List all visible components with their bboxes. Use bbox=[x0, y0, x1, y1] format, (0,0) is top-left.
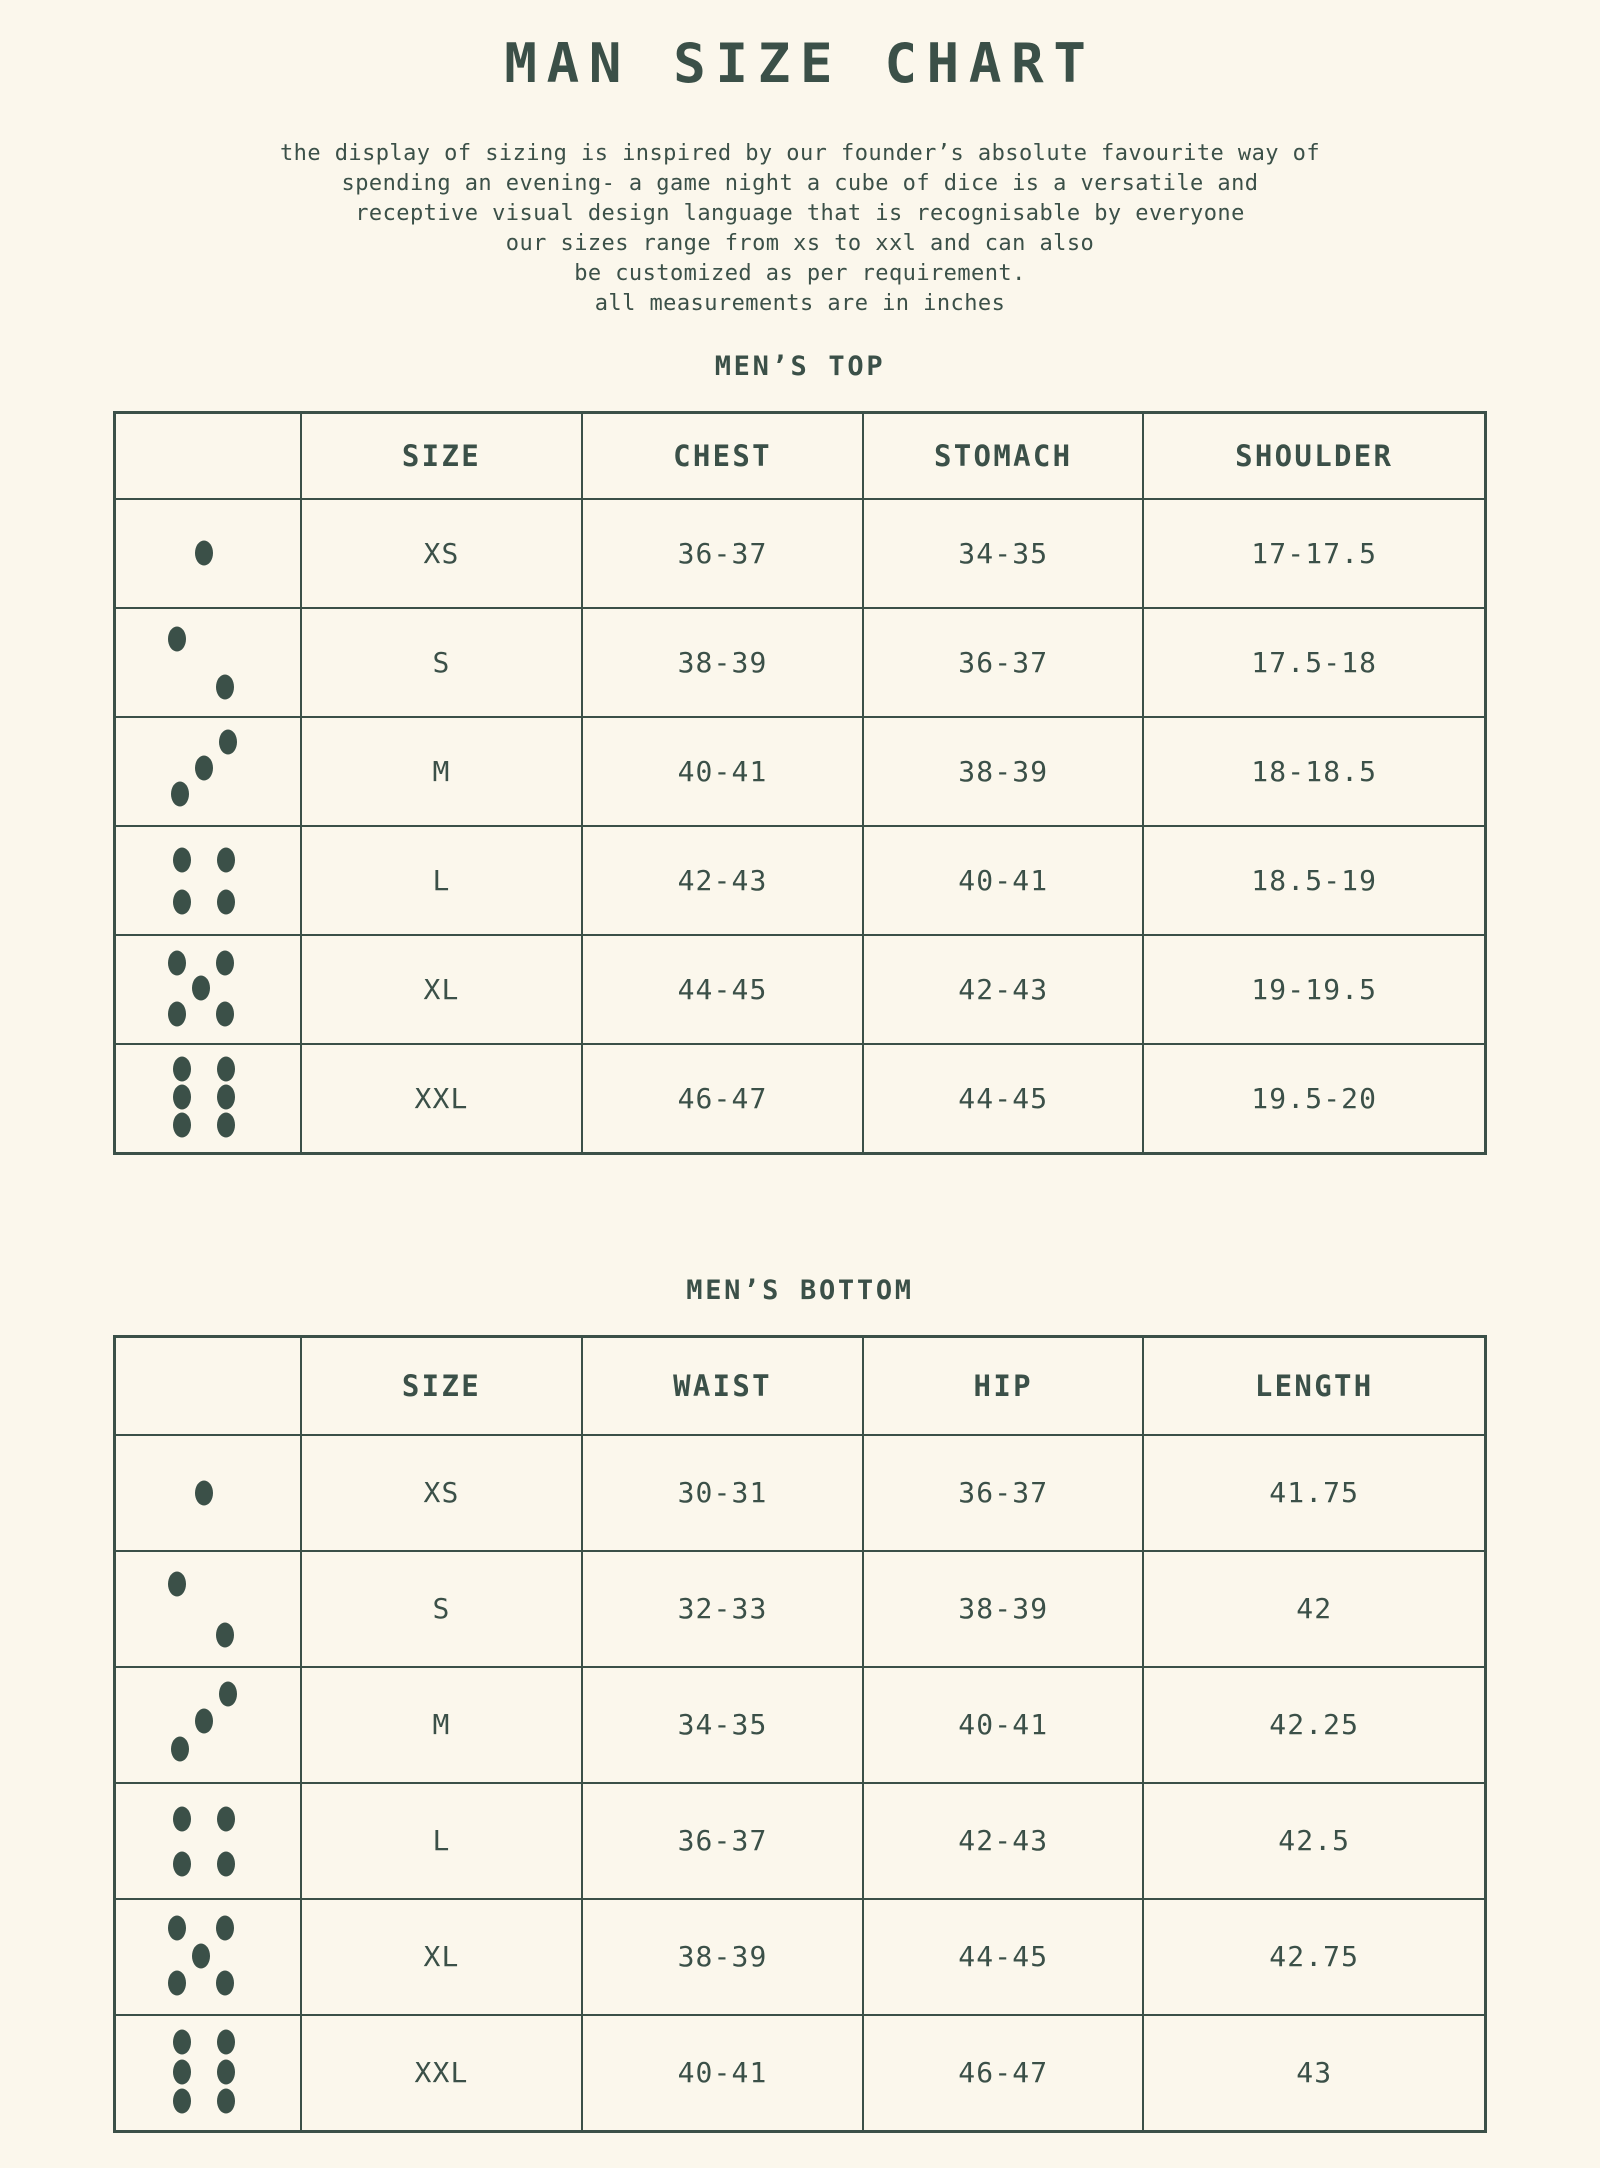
intro-line: receptive visual design language that is recognisable by everyone bbox=[355, 200, 1245, 226]
dice-dot bbox=[216, 1971, 234, 1996]
dice-cell bbox=[115, 1044, 301, 1154]
length-cell: 42 bbox=[1143, 1551, 1485, 1667]
dice-column-header bbox=[115, 412, 301, 499]
column-header: CHEST bbox=[582, 412, 863, 499]
dice-dot bbox=[216, 1001, 234, 1026]
table-row bbox=[115, 1783, 1486, 1899]
dice-dot bbox=[192, 1943, 210, 1968]
dice-dot bbox=[217, 1851, 235, 1876]
dice-cell bbox=[115, 1551, 301, 1667]
intro-line: the display of sizing is inspired by our founder’s absolute favourite way of bbox=[279, 140, 1321, 166]
table-row bbox=[115, 826, 1486, 935]
dice-dot bbox=[173, 1057, 191, 1082]
dice-face-1-icon bbox=[116, 500, 300, 607]
size-cell: L bbox=[301, 826, 582, 935]
table-row bbox=[115, 1044, 1486, 1154]
waist-cell: 36-37 bbox=[582, 1783, 863, 1899]
dice-dot bbox=[168, 1571, 186, 1596]
hip-cell: 36-37 bbox=[863, 1435, 1143, 1551]
dice-cell bbox=[115, 499, 301, 608]
mens-top-header bbox=[115, 412, 1486, 499]
size-cell: XL bbox=[301, 935, 582, 1044]
dice-column-header bbox=[115, 1336, 301, 1435]
size-cell: M bbox=[301, 1667, 582, 1783]
chest-cell: 42-43 bbox=[582, 826, 863, 935]
stomach-cell: 44-45 bbox=[863, 1044, 1143, 1154]
table-row bbox=[115, 1551, 1486, 1667]
dice-dot bbox=[217, 889, 235, 914]
intro-line: all measurements are in inches bbox=[594, 290, 1006, 316]
section-title-mens-top: MEN’S TOP bbox=[714, 350, 886, 382]
column-header: SIZE bbox=[301, 412, 582, 499]
dice-dot bbox=[217, 1113, 235, 1138]
dice-dot bbox=[195, 541, 213, 566]
hip-cell: 38-39 bbox=[863, 1551, 1143, 1667]
dice-face-4-icon bbox=[116, 827, 300, 934]
page-title: MAN SIZE CHART bbox=[504, 32, 1096, 95]
table-row bbox=[115, 1899, 1486, 2015]
size-cell: XXL bbox=[301, 1044, 582, 1154]
header-row bbox=[115, 1336, 1486, 1435]
dice-dot bbox=[217, 1085, 235, 1110]
dice-dot bbox=[168, 950, 186, 975]
hip-cell: 42-43 bbox=[863, 1783, 1143, 1899]
dice-dot bbox=[173, 1807, 191, 1832]
dice-dot bbox=[219, 1682, 237, 1707]
shoulder-cell: 17.5-18 bbox=[1143, 608, 1485, 717]
length-cell: 42.5 bbox=[1143, 1783, 1485, 1899]
dice-dot bbox=[219, 730, 237, 755]
column-header: STOMACH bbox=[863, 412, 1143, 499]
length-cell: 42.75 bbox=[1143, 1899, 1485, 2015]
dice-cell bbox=[115, 2015, 301, 2132]
dice-dot bbox=[168, 1001, 186, 1026]
waist-cell: 30-31 bbox=[582, 1435, 863, 1551]
intro-line: be customized as per requirement. bbox=[574, 260, 1026, 286]
dice-dot bbox=[216, 674, 234, 699]
waist-cell: 32-33 bbox=[582, 1551, 863, 1667]
size-cell: XS bbox=[301, 499, 582, 608]
shoulder-cell: 19.5-20 bbox=[1143, 1044, 1485, 1154]
table-row bbox=[115, 2015, 1486, 2132]
dice-face-5-icon bbox=[116, 1900, 300, 2014]
dice-face-4-icon bbox=[116, 1784, 300, 1898]
table-row bbox=[115, 935, 1486, 1044]
dice-face-2-icon bbox=[116, 1552, 300, 1666]
dice-dot bbox=[216, 1916, 234, 1941]
dice-face-1-icon bbox=[116, 1436, 300, 1550]
dice-dot bbox=[216, 1623, 234, 1648]
dice-dot bbox=[171, 1736, 189, 1761]
size-cell: XL bbox=[301, 1899, 582, 2015]
hip-cell: 46-47 bbox=[863, 2015, 1143, 2132]
dice-dot bbox=[168, 1971, 186, 1996]
waist-cell: 38-39 bbox=[582, 1899, 863, 2015]
chest-cell: 44-45 bbox=[582, 935, 863, 1044]
chest-cell: 36-37 bbox=[582, 499, 863, 608]
intro-line: our sizes range from xs to xxl and can also bbox=[505, 230, 1095, 256]
dice-dot bbox=[217, 847, 235, 872]
dice-face-3-icon bbox=[116, 718, 300, 825]
mens-top-table bbox=[113, 411, 1487, 1155]
stomach-cell: 42-43 bbox=[863, 935, 1143, 1044]
dice-cell bbox=[115, 717, 301, 826]
size-cell: XS bbox=[301, 1435, 582, 1551]
size-cell: L bbox=[301, 1783, 582, 1899]
dice-dot bbox=[173, 2089, 191, 2114]
section-title-mens-bottom: MEN’S BOTTOM bbox=[686, 1274, 914, 1306]
dice-dot bbox=[195, 1709, 213, 1734]
waist-cell: 40-41 bbox=[582, 2015, 863, 2132]
dice-dot bbox=[192, 976, 210, 1001]
size-cell: XXL bbox=[301, 2015, 582, 2132]
dice-dot bbox=[195, 1480, 213, 1505]
dice-cell bbox=[115, 1667, 301, 1783]
dice-face-2-icon bbox=[116, 609, 300, 716]
column-header: HIP bbox=[863, 1336, 1143, 1435]
column-header: SHOULDER bbox=[1143, 412, 1485, 499]
dice-dot bbox=[173, 847, 191, 872]
header-row bbox=[115, 412, 1486, 499]
dice-dot bbox=[173, 1851, 191, 1876]
table-row bbox=[115, 1435, 1486, 1551]
table-row bbox=[115, 608, 1486, 717]
dice-dot bbox=[217, 1057, 235, 1082]
length-cell: 41.75 bbox=[1143, 1435, 1485, 1551]
dice-face-5-icon bbox=[116, 936, 300, 1043]
dice-cell bbox=[115, 1899, 301, 2015]
dice-cell bbox=[115, 608, 301, 717]
dice-cell bbox=[115, 826, 301, 935]
dice-face-6-icon bbox=[116, 2016, 300, 2130]
dice-dot bbox=[217, 2059, 235, 2084]
dice-dot bbox=[168, 626, 186, 651]
dice-dot bbox=[173, 2030, 191, 2055]
size-cell: S bbox=[301, 1551, 582, 1667]
table-row bbox=[115, 1667, 1486, 1783]
dice-dot bbox=[173, 1085, 191, 1110]
column-header: WAIST bbox=[582, 1336, 863, 1435]
size-cell: M bbox=[301, 717, 582, 826]
shoulder-cell: 18-18.5 bbox=[1143, 717, 1485, 826]
stomach-cell: 38-39 bbox=[863, 717, 1143, 826]
dice-dot bbox=[217, 2030, 235, 2055]
size-cell: S bbox=[301, 608, 582, 717]
dice-dot bbox=[216, 950, 234, 975]
length-cell: 42.25 bbox=[1143, 1667, 1485, 1783]
shoulder-cell: 18.5-19 bbox=[1143, 826, 1485, 935]
shoulder-cell: 17-17.5 bbox=[1143, 499, 1485, 608]
table-row bbox=[115, 717, 1486, 826]
stomach-cell: 34-35 bbox=[863, 499, 1143, 608]
table-row bbox=[115, 499, 1486, 608]
length-cell: 43 bbox=[1143, 2015, 1485, 2132]
dice-cell bbox=[115, 935, 301, 1044]
dice-dot bbox=[171, 781, 189, 806]
stomach-cell: 36-37 bbox=[863, 608, 1143, 717]
dice-dot bbox=[173, 2059, 191, 2084]
dice-dot bbox=[168, 1916, 186, 1941]
chest-cell: 40-41 bbox=[582, 717, 863, 826]
dice-cell bbox=[115, 1435, 301, 1551]
dice-dot bbox=[217, 1807, 235, 1832]
hip-cell: 40-41 bbox=[863, 1667, 1143, 1783]
dice-cell bbox=[115, 1783, 301, 1899]
waist-cell: 34-35 bbox=[582, 1667, 863, 1783]
intro-line: spending an evening- a game night a cube of dice is a versatile and bbox=[341, 170, 1259, 196]
intro-text bbox=[0, 139, 1600, 319]
mens-bottom-header bbox=[115, 1336, 1486, 1435]
dice-dot bbox=[195, 756, 213, 781]
hip-cell: 44-45 bbox=[863, 1899, 1143, 2015]
chest-cell: 38-39 bbox=[582, 608, 863, 717]
shoulder-cell: 19-19.5 bbox=[1143, 935, 1485, 1044]
dice-face-3-icon bbox=[116, 1668, 300, 1782]
dice-dot bbox=[173, 889, 191, 914]
mens-bottom-table bbox=[113, 1335, 1487, 2133]
stomach-cell: 40-41 bbox=[863, 826, 1143, 935]
column-header: LENGTH bbox=[1143, 1336, 1485, 1435]
dice-dot bbox=[173, 1113, 191, 1138]
dice-dot bbox=[217, 2089, 235, 2114]
dice-face-6-icon bbox=[116, 1045, 300, 1152]
chest-cell: 46-47 bbox=[582, 1044, 863, 1154]
column-header: SIZE bbox=[301, 1336, 582, 1435]
